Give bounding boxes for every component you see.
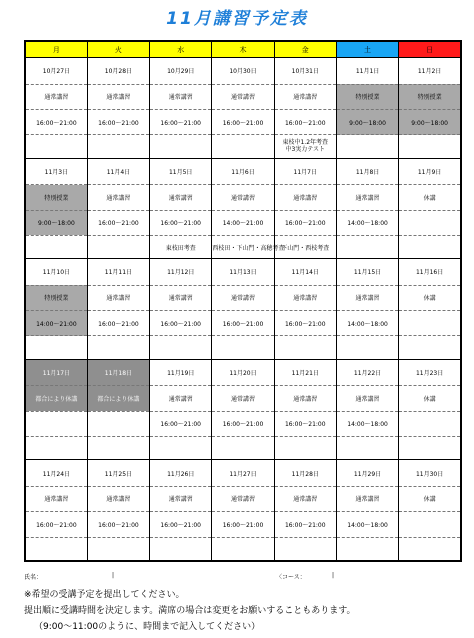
schedule-cell: 特別授業 [336, 84, 398, 109]
schedule-cell: 通常講習 [212, 185, 274, 210]
schedule-cell: 16:00～21:00 [212, 109, 274, 134]
schedule-cell [274, 537, 336, 561]
schedule-cell: 11月7日 [274, 158, 336, 185]
schedule-cell: 16:00～21:00 [25, 109, 87, 134]
week-3-row-1 [25, 259, 461, 286]
schedule-cell: 通常講習 [336, 386, 398, 411]
schedule-cell [336, 537, 398, 561]
schedule-cell: 休講 [399, 285, 461, 310]
schedule-cell: 11月8日 [336, 158, 398, 185]
schedule-cell: 通常講習 [150, 84, 212, 109]
schedule-cell: 休講 [399, 386, 461, 411]
schedule-cell: 11月10日 [25, 259, 87, 286]
schedule-cell: 11月9日 [399, 158, 461, 185]
schedule-cell: 11月5日 [150, 158, 212, 185]
schedule-cell [212, 437, 274, 460]
schedule-cell [87, 437, 149, 460]
schedule-cell: 通常講習 [150, 386, 212, 411]
week-5-row-1 [25, 460, 461, 487]
schedule-cell: 休講 [399, 486, 461, 511]
week-5-row-4 [25, 537, 461, 561]
schedule-cell [399, 336, 461, 359]
schedule-cell [399, 135, 461, 158]
week-2-row-3 [25, 210, 461, 235]
schedule-cell: 16:00～21:00 [150, 210, 212, 235]
schedule-cell: 11月15日 [336, 259, 398, 286]
week-3-row-3 [25, 311, 461, 336]
schedule-cell [399, 210, 461, 235]
schedule-cell: 通常講習 [87, 84, 149, 109]
schedule-cell [212, 336, 274, 359]
schedule-cell [25, 336, 87, 359]
schedule-cell: 通常講習 [212, 285, 274, 310]
schedule-cell: 通常講習 [25, 84, 87, 109]
schedule-cell: 都合により休講 [25, 386, 87, 411]
schedule-cell: 通常講習 [336, 285, 398, 310]
schedule-cell: 通常講習 [274, 84, 336, 109]
schedule-cell: 16:00～21:00 [87, 512, 149, 537]
schedule-cell: 16:00～21:00 [274, 311, 336, 336]
schedule-cell [25, 437, 87, 460]
schedule-cell: 9:00～18:00 [336, 109, 398, 134]
schedule-cell: 14:00～18:00 [336, 210, 398, 235]
schedule-cell: 11月19日 [150, 359, 212, 386]
schedule-cell: 9:00～18:00 [399, 109, 461, 134]
schedule-cell: 特別授業 [25, 285, 87, 310]
course-label: 〈コース： [276, 574, 306, 581]
week-1-row-3 [25, 109, 461, 134]
schedule-cell: 16:00～21:00 [274, 512, 336, 537]
schedule-cell: 都合により休講 [87, 386, 149, 411]
note-time-format: （9:00～11:00のように、時間まで記入してください） [34, 622, 261, 632]
schedule-cell: 通常講習 [150, 285, 212, 310]
schedule-cell [399, 235, 461, 258]
schedule-cell [399, 537, 461, 561]
schedule-cell [150, 135, 212, 158]
name-label: 氏名： [24, 574, 43, 581]
schedule-table [24, 40, 462, 562]
schedule-cell: 14:00～18:00 [336, 512, 398, 537]
schedule-cell [87, 135, 149, 158]
week-4-row-4 [25, 437, 461, 460]
week-4-row-3 [25, 411, 461, 436]
schedule-cell [336, 437, 398, 460]
schedule-cell: 11月23日 [399, 359, 461, 386]
schedule-cell: 16:00～21:00 [212, 411, 274, 436]
schedule-cell [87, 235, 149, 258]
schedule-cell [87, 537, 149, 561]
schedule-cell [25, 537, 87, 561]
schedule-cell [274, 336, 336, 359]
schedule-cell [336, 336, 398, 359]
week-5-row-3 [25, 512, 461, 537]
schedule-cell: 11月25日 [87, 460, 149, 487]
week-3-row-2 [25, 285, 461, 310]
schedule-cell: 10月27日 [25, 58, 87, 85]
schedule-cell: 16:00～21:00 [150, 512, 212, 537]
week-1-row-1 [25, 58, 461, 85]
week-3-row-4 [25, 336, 461, 359]
schedule-cell: 16:00～21:00 [150, 109, 212, 134]
schedule-cell: 11月4日 [87, 158, 149, 185]
weekday-header-row [25, 41, 461, 58]
schedule-cell: 16:00～21:00 [212, 311, 274, 336]
schedule-cell: 16:00～21:00 [87, 311, 149, 336]
schedule-cell: 11月21日 [274, 359, 336, 386]
schedule-cell [336, 135, 398, 158]
page-title: 11月講習予定表 [166, 9, 308, 29]
schedule-cell: 11月2日 [399, 58, 461, 85]
schedule-cell: 通常講習 [274, 285, 336, 310]
schedule-cell: 11月30日 [399, 460, 461, 487]
schedule-cell: 11月24日 [25, 460, 87, 487]
schedule-cell: 通常講習 [212, 84, 274, 109]
schedule-cell [212, 135, 274, 158]
schedule-cell: 11月22日 [336, 359, 398, 386]
schedule-cell [399, 512, 461, 537]
week-1-row-4 [25, 135, 461, 158]
weekday-sat: 土 [336, 41, 398, 58]
schedule-cell: 通常講習 [87, 486, 149, 511]
schedule-cell: 特別授業 [25, 185, 87, 210]
schedule-cell: 14:00～21:00 [25, 311, 87, 336]
schedule-cell: 11月3日 [25, 158, 87, 185]
schedule-cell: 10月28日 [87, 58, 149, 85]
schedule-cell: 通常講習 [336, 185, 398, 210]
schedule-cell: 16:00～21:00 [87, 109, 149, 134]
schedule-cell [399, 411, 461, 436]
schedule-cell [150, 537, 212, 561]
course-divider: | [332, 572, 335, 579]
schedule-cell: 通常講習 [87, 185, 149, 210]
weekday-mon: 月 [25, 41, 87, 58]
schedule-cell: 通常講習 [87, 285, 149, 310]
schedule-cell [274, 437, 336, 460]
schedule-cell: 通常講習 [150, 486, 212, 511]
schedule-cell: 東枝田考査 [150, 235, 212, 258]
schedule-cell: 通常講習 [274, 185, 336, 210]
schedule-cell: 14:00～18:00 [336, 311, 398, 336]
schedule-cell: 14:00～18:00 [336, 411, 398, 436]
weekday-sun: 日 [399, 41, 461, 58]
schedule-cell: 16:00～21:00 [150, 311, 212, 336]
note-order: 提出順に受講時間を決定します。満席の場合は変更をお願いすることもあります。 [24, 606, 356, 616]
schedule-cell: 11月1日 [336, 58, 398, 85]
schedule-cell: 11月18日 [87, 359, 149, 386]
schedule-cell: 通常講習 [150, 185, 212, 210]
schedule-cell [150, 336, 212, 359]
schedule-cell [212, 537, 274, 561]
weekday-thu: 木 [212, 41, 274, 58]
weekday-tue: 火 [87, 41, 149, 58]
schedule-cell [336, 235, 398, 258]
schedule-cell: 11月6日 [212, 158, 274, 185]
schedule-cell: 西枝田・下山門・高穂考査 [212, 235, 274, 258]
schedule-cell: 通常講習 [212, 486, 274, 511]
schedule-cell [25, 235, 87, 258]
schedule-cell: 通常講習 [212, 386, 274, 411]
week-4-row-1 [25, 359, 461, 386]
schedule-cell: 11月29日 [336, 460, 398, 487]
schedule-cell: 休講 [399, 185, 461, 210]
schedule-cell: 通常講習 [25, 486, 87, 511]
schedule-cell [25, 411, 87, 436]
schedule-cell: 10月31日 [274, 58, 336, 85]
schedule-cell: 11月27日 [212, 460, 274, 487]
schedule-cell: 14:00～21:00 [212, 210, 274, 235]
schedule-cell [399, 437, 461, 460]
schedule-cell: 16:00～21:00 [25, 512, 87, 537]
schedule-cell: 10月30日 [212, 58, 274, 85]
schedule-cell: 16:00～21:00 [212, 512, 274, 537]
schedule-cell: 11月26日 [150, 460, 212, 487]
schedule-cell [87, 336, 149, 359]
schedule-cell: 11月14日 [274, 259, 336, 286]
schedule-cell: 16:00～21:00 [274, 109, 336, 134]
schedule-cell: 9:00～18:00 [25, 210, 87, 235]
schedule-cell: 11月20日 [212, 359, 274, 386]
weekday-fri: 金 [274, 41, 336, 58]
weekday-wed: 水 [150, 41, 212, 58]
schedule-cell: 11月12日 [150, 259, 212, 286]
schedule-cell: 下山門・西枝考査 [274, 235, 336, 258]
week-2-row-2 [25, 185, 461, 210]
week-5-row-2 [25, 486, 461, 511]
schedule-cell: 11月11日 [87, 259, 149, 286]
schedule-cell [25, 135, 87, 158]
schedule-cell: 11月16日 [399, 259, 461, 286]
schedule-cell: 通常講習 [336, 486, 398, 511]
schedule-cell: 16:00～21:00 [150, 411, 212, 436]
week-2-row-4 [25, 235, 461, 258]
schedule-cell: 11月28日 [274, 460, 336, 487]
schedule-cell: 東枝中1.2年考査 中3実力テスト [274, 135, 336, 158]
schedule-cell: 通常講習 [274, 386, 336, 411]
name-divider: | [112, 572, 115, 579]
week-2-row-1 [25, 158, 461, 185]
week-4-row-2 [25, 386, 461, 411]
schedule-cell: 16:00～21:00 [274, 210, 336, 235]
schedule-cell [87, 411, 149, 436]
schedule-cell: 16:00～21:00 [274, 411, 336, 436]
schedule-cell: 10月29日 [150, 58, 212, 85]
schedule-cell: 11月13日 [212, 259, 274, 286]
note-submit: ※希望の受講予定を提出してください。 [24, 590, 185, 600]
schedule-cell: 16:00～21:00 [87, 210, 149, 235]
schedule-cell: 11月17日 [25, 359, 87, 386]
schedule-cell: 通常講習 [274, 486, 336, 511]
schedule-cell [150, 437, 212, 460]
schedule-cell: 特別授業 [399, 84, 461, 109]
week-1-row-2 [25, 84, 461, 109]
schedule-cell [399, 311, 461, 336]
